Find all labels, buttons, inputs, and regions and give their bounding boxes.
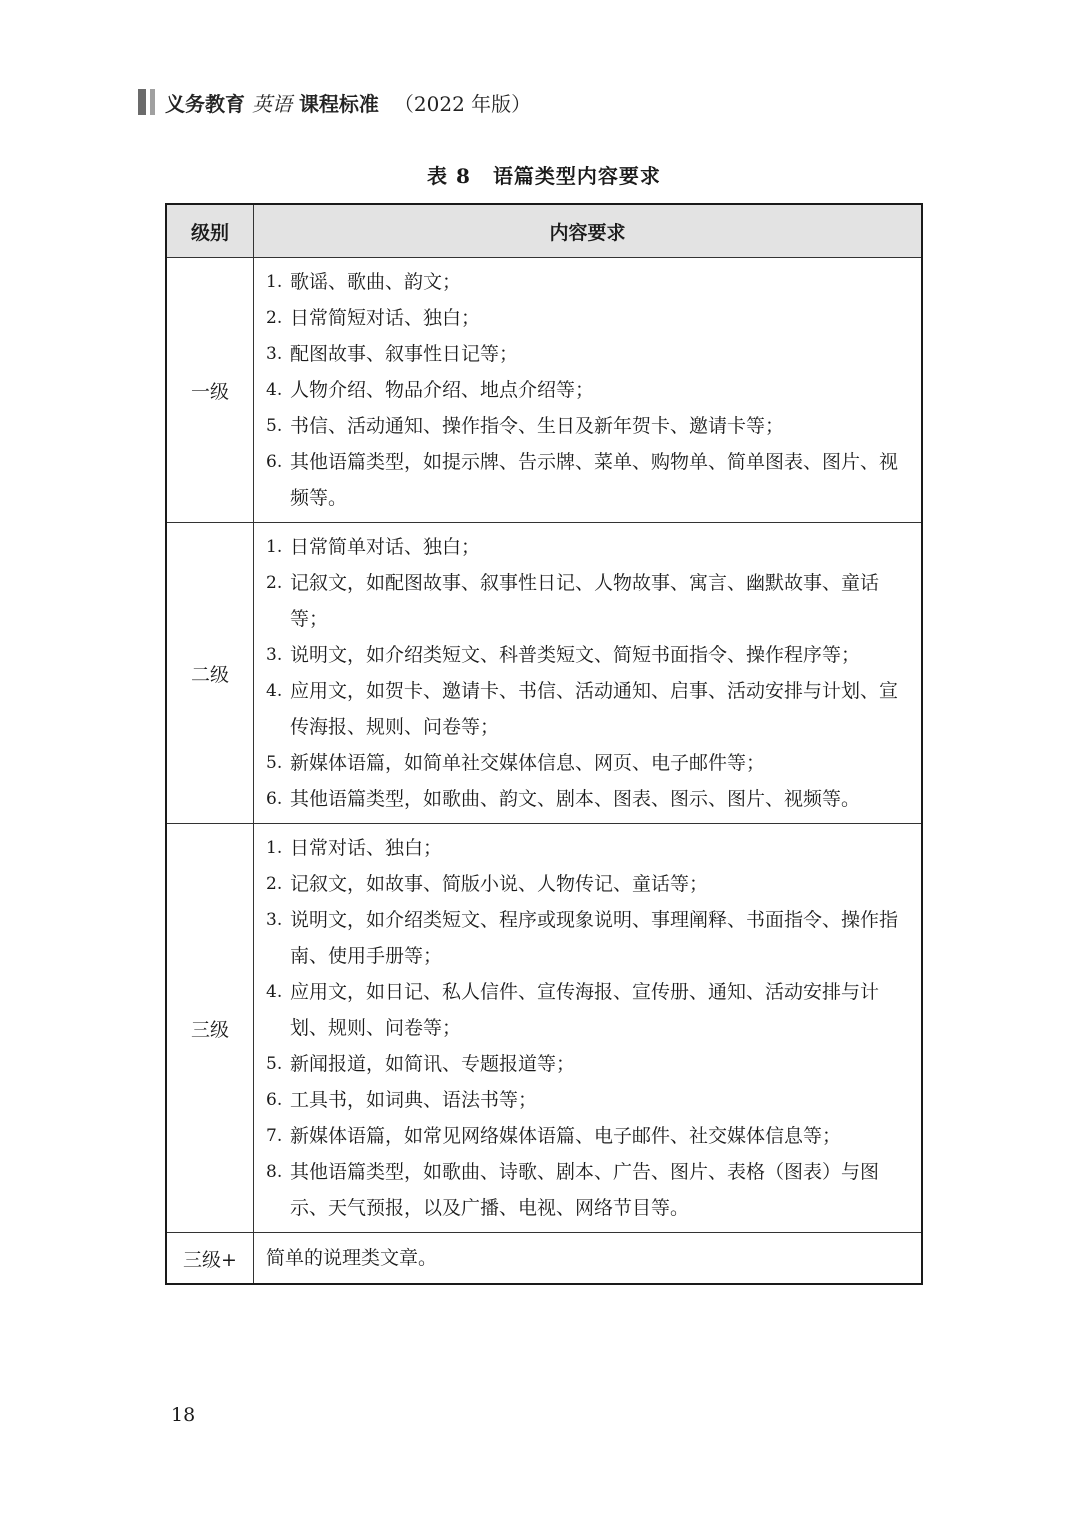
list-item bbox=[266, 830, 911, 866]
item-text: 记叙文，如故事、简版小说、人物传记、童话等； bbox=[290, 873, 709, 895]
list-item bbox=[266, 372, 911, 408]
item-number: 7. bbox=[266, 1126, 283, 1146]
item-text: 人物介绍、物品介绍、地点介绍等； bbox=[290, 379, 595, 401]
item-text: 应用文，如贺卡、邀请卡、书信、活动通知、启事、活动安排与计划、宣传海报、规则、问卷等； bbox=[290, 680, 899, 738]
header-bar-light bbox=[150, 89, 155, 115]
item-text: 应用文，如日记、私人信件、宣传海报、宣传册、通知、活动安排与计划、规则、问卷等； bbox=[290, 981, 880, 1039]
table-row-level-3-plus bbox=[166, 1233, 922, 1285]
item-text: 其他语篇类型，如提示牌、告示牌、菜单、购物单、简单图表、图片、视频等。 bbox=[290, 451, 899, 509]
list-item bbox=[266, 745, 911, 781]
list-item bbox=[266, 974, 911, 1046]
item-text: 记叙文，如配图故事、叙事性日记、人物故事、寓言、幽默故事、童话等； bbox=[290, 572, 880, 630]
item-text: 新媒体语篇，如常见网络媒体语篇、电子邮件、社交媒体信息等； bbox=[290, 1125, 842, 1147]
list-item bbox=[266, 300, 911, 336]
requirements-cell bbox=[254, 258, 923, 523]
item-number: 5. bbox=[266, 753, 283, 773]
header-bar-dark bbox=[138, 89, 146, 115]
requirement-text: 简单的说理类文章。 bbox=[266, 1247, 438, 1269]
header-bars-decoration bbox=[138, 89, 155, 115]
item-text: 日常简单对话、独白； bbox=[290, 536, 481, 558]
item-number: 2. bbox=[266, 573, 283, 593]
item-number: 5. bbox=[266, 416, 283, 436]
table-caption-title: 语篇类型内容要求 bbox=[492, 164, 661, 188]
item-text: 工具书，如词典、语法书等； bbox=[290, 1089, 538, 1111]
list-item bbox=[266, 866, 911, 902]
table-header-row bbox=[166, 204, 922, 258]
list-item bbox=[266, 264, 911, 300]
list-item bbox=[266, 444, 911, 516]
item-number: 1. bbox=[266, 537, 283, 557]
requirements-cell bbox=[254, 824, 923, 1233]
item-text: 书信、活动通知、操作指令、生日及新年贺卡、邀请卡等； bbox=[290, 415, 785, 437]
item-number: 8. bbox=[266, 1162, 283, 1182]
item-text: 日常对话、独白； bbox=[290, 837, 443, 859]
item-number: 5. bbox=[266, 1054, 283, 1074]
item-number: 3. bbox=[266, 645, 283, 665]
item-text: 新闻报道，如简讯、专题报道等； bbox=[290, 1053, 576, 1075]
item-number: 4. bbox=[266, 681, 283, 701]
table-row-level-3 bbox=[166, 824, 922, 1233]
column-header-level: 级别 bbox=[166, 204, 254, 258]
table-row-level-1 bbox=[166, 258, 922, 523]
item-number: 2. bbox=[266, 308, 283, 328]
item-number: 1. bbox=[266, 838, 283, 858]
running-header bbox=[138, 86, 531, 118]
header-title bbox=[165, 88, 531, 117]
list-item bbox=[266, 408, 911, 444]
table-row-level-2 bbox=[166, 523, 922, 824]
item-text: 说明文，如介绍类短文、程序或现象说明、事理阐释、书面指令、操作指南、使用手册等； bbox=[290, 909, 899, 967]
list-item bbox=[266, 336, 911, 372]
header-part1: 义务教育 bbox=[165, 91, 245, 116]
list-item bbox=[266, 1154, 911, 1226]
item-number: 6. bbox=[266, 452, 283, 472]
item-text: 其他语篇类型，如歌曲、韵文、剧本、图表、图示、图片、视频等。 bbox=[290, 788, 861, 810]
level-cell: 一级 bbox=[166, 258, 254, 523]
page-number: 18 bbox=[171, 1404, 196, 1426]
item-number: 4. bbox=[266, 982, 283, 1002]
list-item bbox=[266, 1118, 911, 1154]
item-text: 说明文，如介绍类短文、科普类短文、简短书面指令、操作程序等； bbox=[290, 644, 861, 666]
item-number: 6. bbox=[266, 789, 283, 809]
list-item bbox=[266, 637, 911, 673]
item-text: 歌谣、歌曲、韵文； bbox=[290, 271, 462, 293]
list-item bbox=[266, 673, 911, 745]
item-text: 日常简短对话、独白； bbox=[290, 307, 481, 329]
list-item bbox=[266, 1046, 911, 1082]
table-caption bbox=[0, 160, 1088, 189]
item-text: 配图故事、叙事性日记等； bbox=[290, 343, 519, 365]
item-text: 其他语篇类型，如歌曲、诗歌、剧本、广告、图片、表格（图表）与图示、天气预报，以及广播、电视、网络节目等。 bbox=[290, 1161, 880, 1219]
item-number: 3. bbox=[266, 910, 283, 930]
header-subject: 英语 bbox=[251, 91, 292, 116]
list-item bbox=[266, 529, 911, 565]
list-item bbox=[266, 902, 911, 974]
column-header-requirements: 内容要求 bbox=[254, 204, 923, 258]
content-requirements-table bbox=[165, 203, 923, 1285]
list-item bbox=[266, 781, 911, 817]
level-cell: 二级 bbox=[166, 523, 254, 824]
table-caption-number: 表 8 bbox=[427, 164, 471, 188]
requirements-cell bbox=[254, 1233, 923, 1285]
list-item bbox=[266, 1082, 911, 1118]
item-number: 1. bbox=[266, 272, 283, 292]
item-number: 6. bbox=[266, 1090, 283, 1110]
header-part2: 课程标准 bbox=[298, 91, 379, 116]
item-number: 4. bbox=[266, 380, 283, 400]
level-cell: 三级 bbox=[166, 824, 254, 1233]
list-item bbox=[266, 565, 911, 637]
item-text: 新媒体语篇，如简单社交媒体信息、网页、电子邮件等； bbox=[290, 752, 766, 774]
item-number: 2. bbox=[266, 874, 283, 894]
level-cell: 三级+ bbox=[166, 1233, 254, 1285]
requirements-cell bbox=[254, 523, 923, 824]
header-edition: （2022 年版） bbox=[393, 91, 532, 116]
item-number: 3. bbox=[266, 344, 283, 364]
